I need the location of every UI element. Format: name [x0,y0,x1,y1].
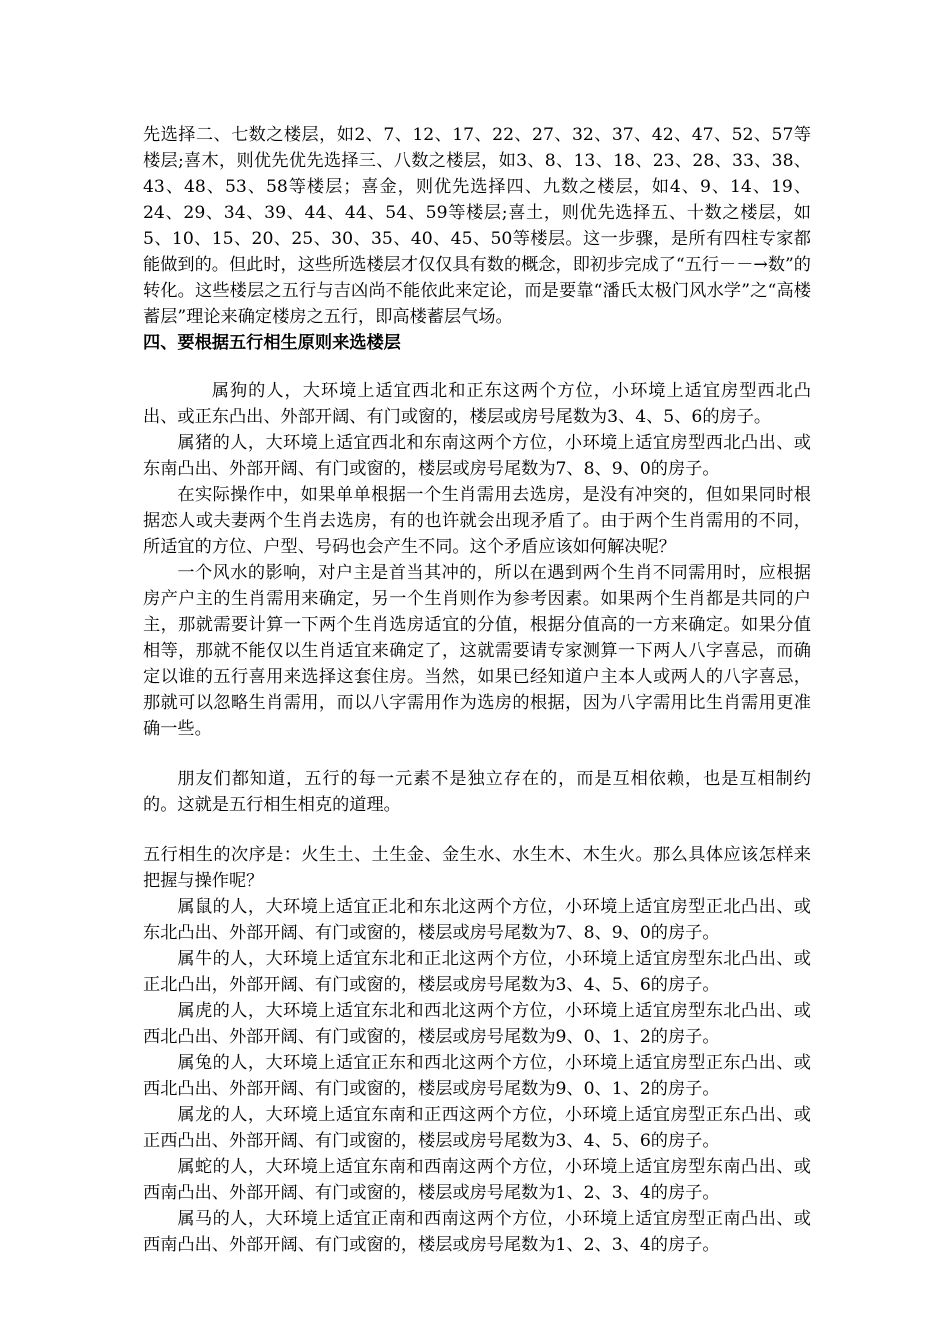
paragraph-rabbit: 属兔的人，大环境上适宜正东和西北这两个方位，小环境上适宜房型正东凸出、或西北凸出、外部开阔、有门或窗的，楼层或房号尾数为9、0、1、2的房子。 [143,1053,811,1099]
paragraph-friends: 朋友们都知道，五行的每一元素不是独立存在的，而是互相依赖，也是互相制约的。这就是五行相生相克的道理。 [143,769,811,815]
paragraph-pig: 属猪的人，大环境上适宜西北和东南这两个方位，小环境上适宜房型西北凸出、或东南凸出、外部开阔、有门或窗的，楼层或房号尾数为7、8、9、0的房子。 [143,433,811,479]
paragraph-rat: 属鼠的人，大环境上适宜正北和东北这两个方位，小环境上适宜房型正北凸出、或东北凸出、外部开阔、有门或窗的，楼层或房号尾数为7、8、9、0的房子。 [143,897,811,943]
paragraph-ox: 属牛的人，大环境上适宜东北和正北这两个方位，小环境上适宜房型东北凸出、或正北凸出，外部开阔、有门或窗的，楼层或房号尾数为3、4、5、6的房子。 [143,949,811,995]
paragraph-practice: 在实际操作中，如果单单根据一个生肖需用去选房，是没有冲突的，但如果同时根据恋人或夫妻两个生肖去选房，有的也许就会出现矛盾了。由于两个生肖需用的不同，所适宜的方位、户型、号码也会产生不同。这个矛盾应该如何解决呢？ [143,485,811,557]
paragraph-dragon: 属龙的人，大环境上适宜东南和正西这两个方位，小环境上适宜房型正东凸出、或正西凸出、外部开阔、有门或窗的，楼层或房号尾数为3、4、5、6的房子。 [143,1105,811,1151]
document-page [143,122,811,1258]
paragraph-resolve: 一个风水的影响，对户主是首当其冲的，所以在遇到两个生肖不同需用时，应根据房产户主的生肖需用来确定，另一个生肖则作为参考因素。如果两个生肖都是共同的户主，那就需要计算一下两个生肖选房适宜的分值，根据分值高的一方来确定。如果分值相等，那就不能仅以生肖适宜来确定了，这就需要请专家测算一下两人八字喜忌，而确定以谁的五行喜用来选择这套住房。当然，如果已经知道户主本人或两人的八字喜忌，那就可以忽略生肖需用，而以八字需用作为选房的根据，因为八字需用比生肖需用更准确一些。 [143,563,811,739]
paragraph-horse: 属马的人，大环境上适宜正南和西南这两个方位，小环境上适宜房型正南凸出、或西南凸出、外部开阔、有门或窗的，楼层或房号尾数为1、2、3、4的房子。 [143,1209,811,1255]
paragraph-floor-selection: 先选择二、七数之楼层，如2、7、12、17、22、27、32、37、42、47、52、57等楼层;喜木，则优先优先选择三、八数之楼层，如3、8、13、18、23、28、33、38、43、48、53、58等楼层；喜金，则优先选择四、九数之楼层，如4、9、14、19、24、29、34、39、44、44、54、59等楼层;喜土，则优先选择五、十数之楼层，如5、10、15、20、25、30、35、40、45、50等楼层。这一步骤，是所有四柱专家都能做到的。但此时，这些所选楼层才仅仅具有数的概念，即初步完成了“五行－－→数”的转化。这些楼层之五行与吉凶尚不能依此来定论，而是要靠“潘氏太极门风水学”之“高楼蓄层”理论来确定楼房之五行，即高楼蓄层气场。 [143,125,811,327]
section-heading: 四、要根据五行相生原则来选楼层 [143,333,401,353]
paragraph-dog: 属狗的人，大环境上适宜西北和正东这两个方位，小环境上适宜房型西北凸出、或正东凸出、外部开阔、有门或窗的，楼层或房号尾数为3、4、5、6的房子。 [143,381,811,427]
paragraph-snake: 属蛇的人，大环境上适宜东南和西南这两个方位，小环境上适宜房型东南凸出、或西南凸出、外部开阔、有门或窗的，楼层或房号尾数为1、2、3、4的房子。 [143,1157,811,1203]
paragraph-tiger: 属虎的人，大环境上适宜东北和西北这两个方位，小环境上适宜房型东北凸出、或西北凸出、外部开阔、有门或窗的，楼层或房号尾数为9、0、1、2的房子。 [143,1001,811,1047]
paragraph-five-elements-order: 五行相生的次序是：火生土、土生金、金生水、水生木、木生火。那么具体应该怎样来把握与操作呢？ [143,845,811,891]
